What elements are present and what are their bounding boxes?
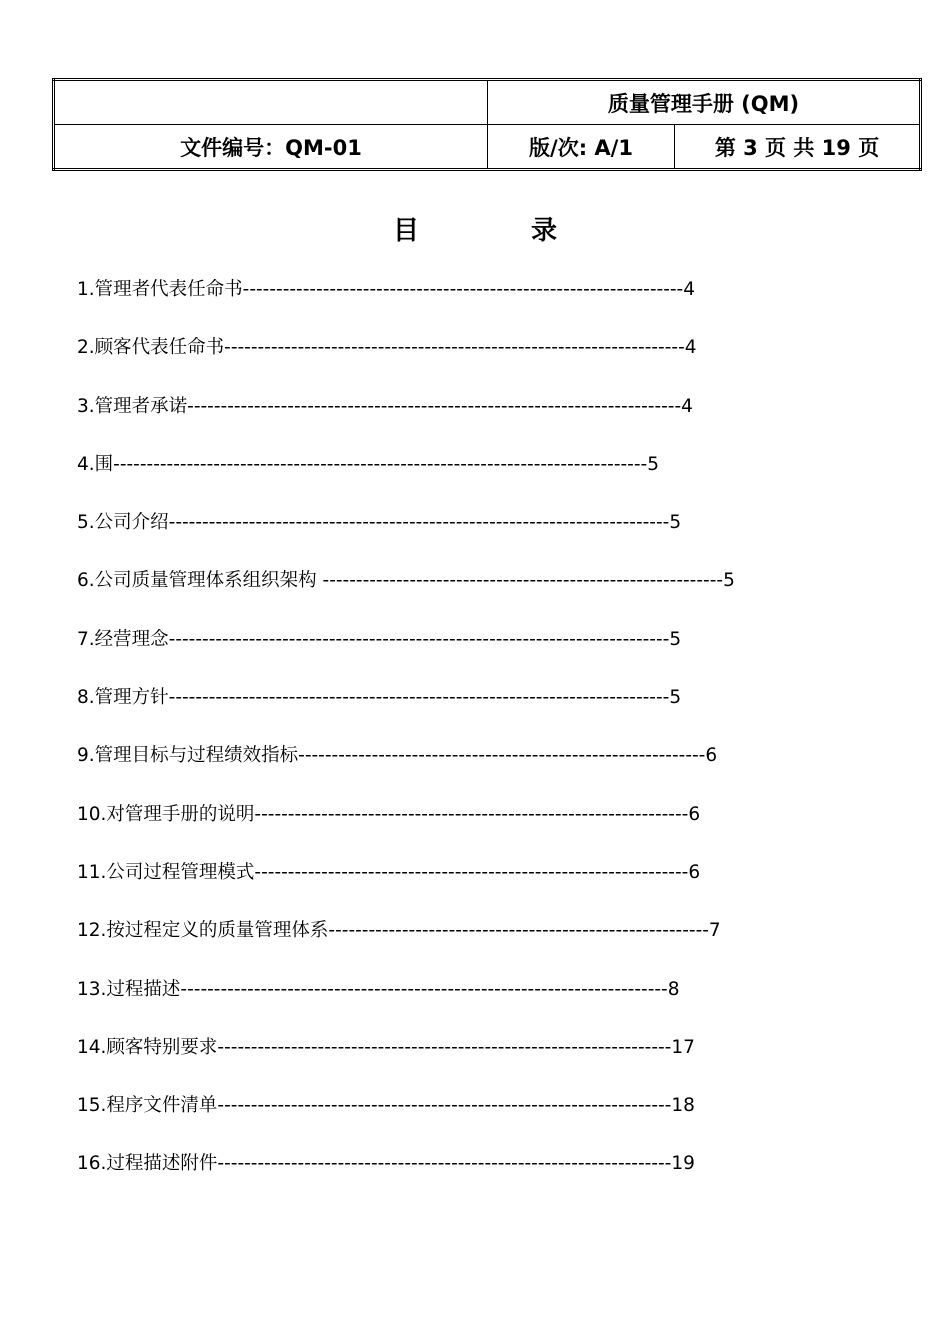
toc-item[interactable]: 12.按过程定义的质量管理体系---------------------------------------------------------7 [77,920,721,942]
toc-item[interactable]: 14.顾客特别要求--------------------------------------------------------------------17 [77,1036,695,1058]
page-info: 第 3 页 共 19 页 [675,125,921,170]
header-blank-cell [54,80,488,125]
toc-item[interactable]: 2.顾客代表任命书---------------------------------------------------------------------4 [77,337,697,359]
toc-title-left: 目 [392,216,419,246]
toc-item[interactable]: 3.管理者承诺--------------------------------------------------------------------------4 [77,395,693,417]
toc-item[interactable]: 6.公司质量管理体系组织架构 ------------------------------------------------------------5 [77,570,735,592]
version-info: 版/次: A/1 [488,125,675,170]
toc-item[interactable]: 5.公司介绍---------------------------------------------------------------------------5 [77,512,682,534]
toc-item[interactable]: 15.程序文件清单--------------------------------------------------------------------18 [77,1095,695,1117]
doc-title: 质量管理手册 (QM) [488,80,921,125]
toc-item[interactable]: 4.围--------------------------------------------------------------------------------5 [77,453,659,475]
toc-title-right: 录 [531,216,558,246]
toc-list [77,276,735,1209]
toc-item[interactable]: 10.对管理手册的说明-----------------------------------------------------------------6 [77,803,701,825]
toc-item[interactable]: 13.过程描述-------------------------------------------------------------------------8 [77,978,680,1000]
toc-item[interactable]: 1.管理者代表任命书------------------------------------------------------------------4 [77,279,696,300]
toc-item[interactable]: 7.经营理念---------------------------------------------------------------------------5 [77,628,682,650]
toc-item[interactable]: 8.管理方针---------------------------------------------------------------------------5 [77,687,682,709]
header-table [52,78,922,171]
toc-title [0,210,950,247]
toc-item[interactable]: 11.公司过程管理模式-----------------------------------------------------------------6 [77,861,701,883]
toc-item[interactable]: 9.管理目标与过程绩效指标-------------------------------------------------------------6 [77,745,718,767]
toc-item[interactable]: 16.过程描述附件--------------------------------------------------------------------19 [77,1153,695,1175]
doc-number: 文件编号：QM-01 [54,125,488,170]
